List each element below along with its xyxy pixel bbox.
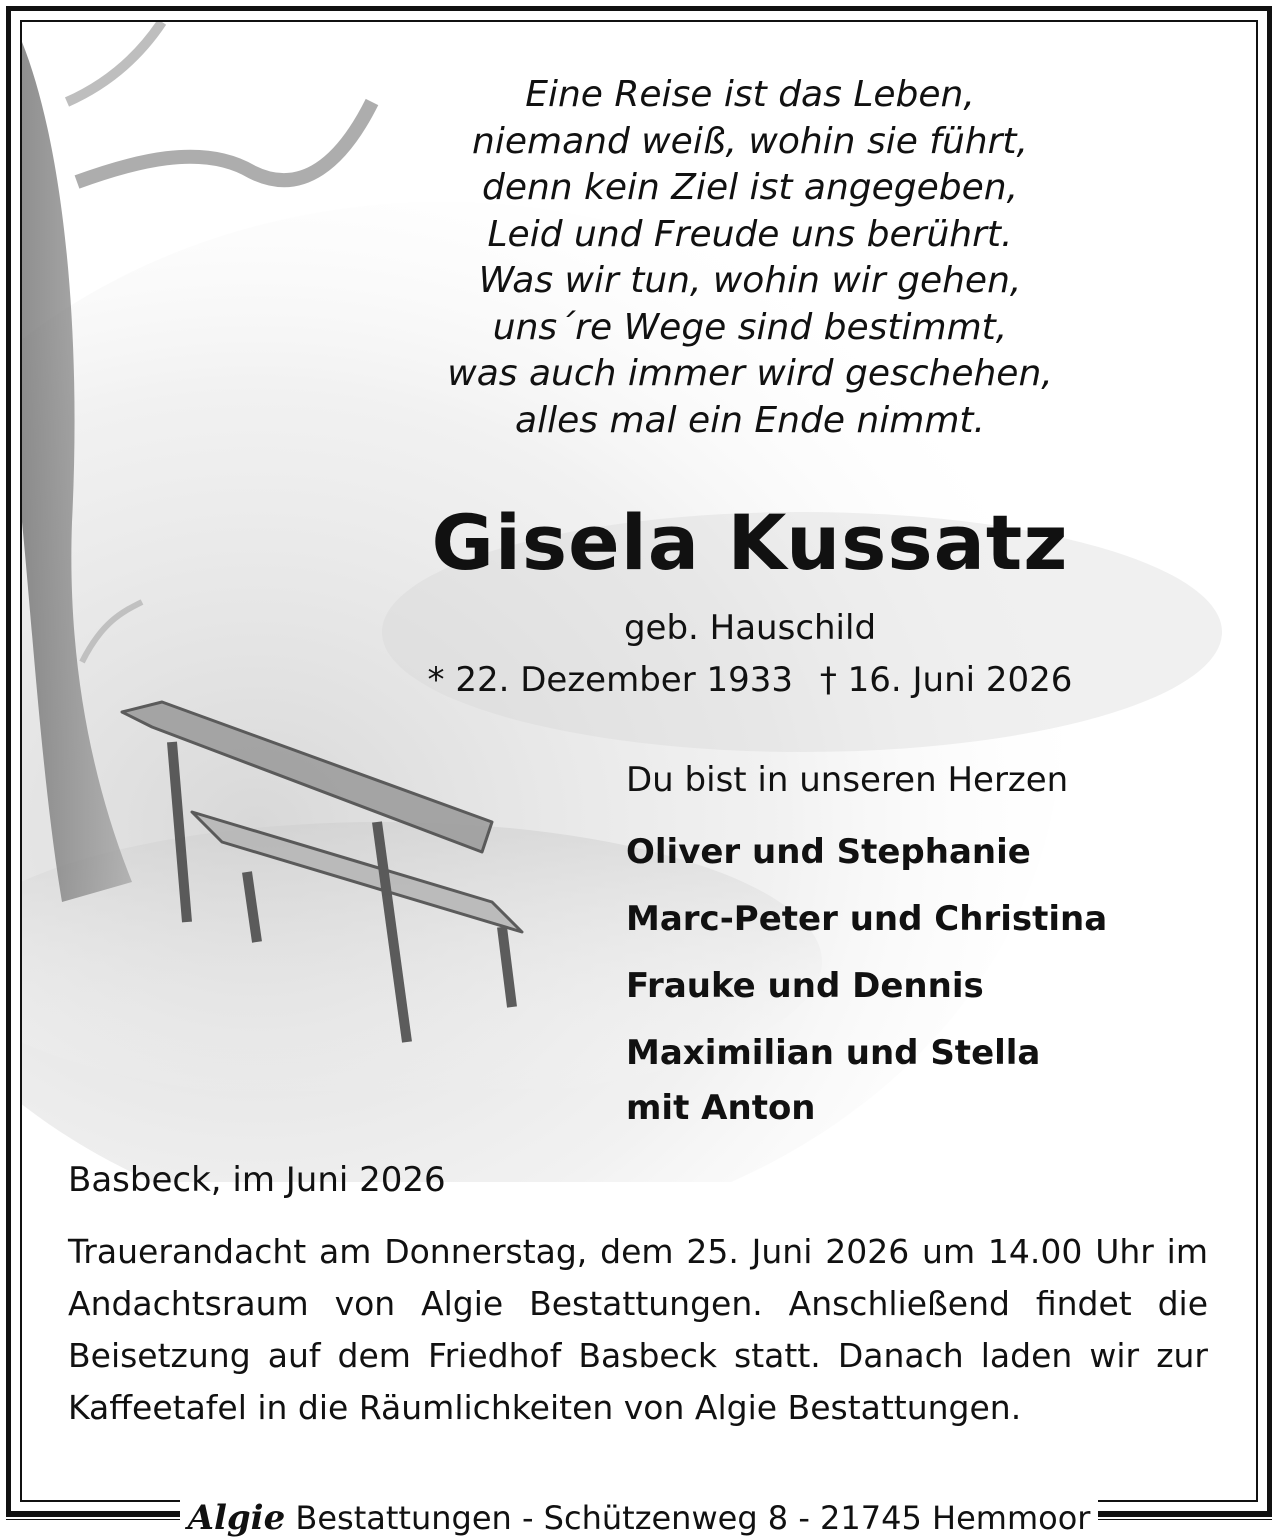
- funeral-home-address: Bestattungen - Schützenweg 8 - 21745 Hemmoor: [295, 1499, 1091, 1537]
- poem-line: uns´re Wege sind bestimmt,: [492, 306, 1008, 348]
- mourner-name: Frauke und Dennis: [626, 966, 984, 1006]
- death-date: † 16. Juni 2026: [819, 660, 1073, 700]
- place-date: Basbeck, im Juni 2026: [68, 1160, 446, 1200]
- poem-line: alles mal ein Ende nimmt.: [515, 399, 985, 441]
- mourner-name: Marc-Peter und Christina: [626, 899, 1108, 939]
- poem-line: niemand weiß, wohin sie führt,: [472, 120, 1028, 162]
- poem-line: was auch immer wird geschehen,: [447, 353, 1053, 394]
- funeral-home-footer: [6, 1500, 1272, 1536]
- mourners-list: [626, 832, 1107, 1155]
- mourner-name: Oliver und Stephanie: [626, 832, 1031, 872]
- service-notice: Trauerandacht am Donnerstag, dem 25. Juni 2026 um 14.00 Uhr im Andachtsraum von Algie Bestattungen. Anschließend findet die Beisetzung auf dem Friedhof Basbeck statt. Danach laden wir zur Kaffeetafel in die Räumlichkeiten von Algie Bestattungen.: [68, 1232, 1208, 1427]
- mourner-name: Maximilian und Stella: [626, 1033, 1041, 1073]
- poem-line: denn kein Ziel ist angegeben,: [481, 167, 1019, 208]
- poem-line: Eine Reise ist das Leben,: [525, 74, 975, 115]
- mourners-intro: Du bist in unseren Herzen: [626, 760, 1069, 800]
- funeral-home-logo: Algie: [187, 1498, 286, 1538]
- maiden-name: geb. Hauschild: [623, 608, 877, 648]
- mourner-name: mit Anton: [626, 1088, 816, 1128]
- poem-line: Leid und Freude uns berührt.: [487, 213, 1013, 255]
- life-dates: [400, 660, 1100, 700]
- memorial-poem: [395, 72, 1105, 444]
- poem-line: Was wir tun, wohin wir gehen,: [478, 260, 1022, 301]
- birth-date: * 22. Dezember 1933: [427, 660, 794, 700]
- deceased-name: Gisela Kussatz: [431, 498, 1069, 587]
